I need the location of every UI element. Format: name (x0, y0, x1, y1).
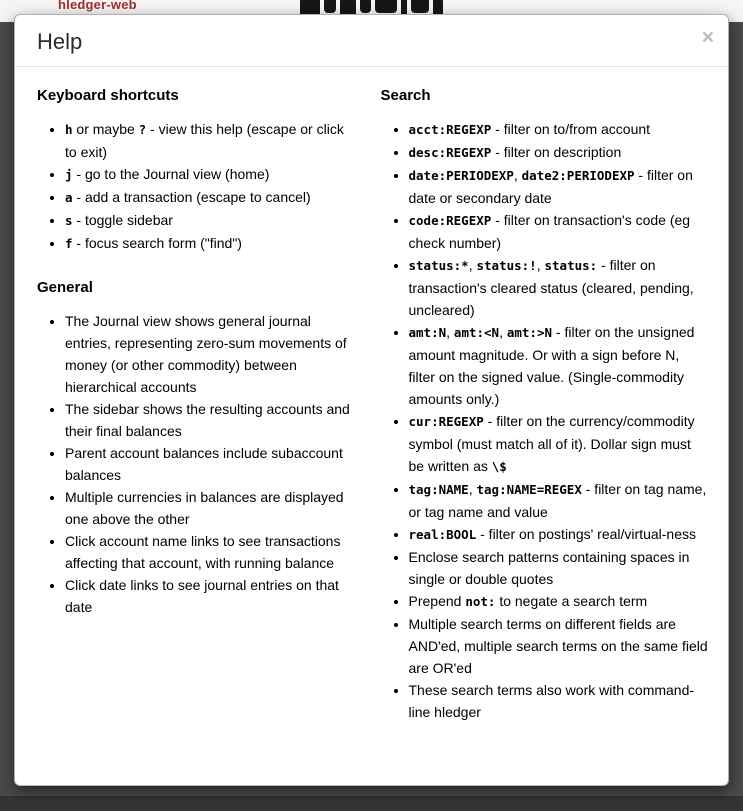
left-column (37, 87, 373, 735)
list-item: • h or maybe ? - view this help (escape or click to exit) (65, 118, 353, 163)
code-span: status: (544, 258, 598, 273)
close-icon: × (701, 26, 714, 49)
close-button[interactable] (702, 27, 714, 48)
list-item: • real:BOOL - filter on postings' real/virtual-ness (409, 523, 709, 546)
general-list (37, 310, 353, 618)
code-span: tag:NAME (408, 482, 469, 497)
list-item: • Multiple search terms on different fields are AND'ed, multiple search terms on the same field are OR'ed (409, 613, 709, 679)
list-item: • status:*, status:!, status: - filter on transaction's cleared status (cleared, pending, uncleared) (409, 254, 709, 321)
glyph-fragment (411, 0, 429, 13)
modal-title: Help (37, 29, 83, 54)
right-column (373, 87, 709, 735)
list-item: • f - focus search form ("find") (65, 232, 353, 255)
list-item: • The sidebar shows the resulting accounts and their final balances (65, 398, 353, 442)
code-span: desc:REGEXP (408, 145, 492, 160)
list-item: • a - add a transaction (escape to cancel) (65, 186, 353, 209)
list-item: • Click account name links to see transactions affecting that account, with running balance (65, 530, 353, 574)
section-heading-keyboard-shortcuts: Keyboard shortcuts (37, 87, 179, 104)
code-span: real:BOOL (408, 527, 477, 542)
list-item: • Multiple currencies in balances are displayed one above the other (65, 486, 353, 530)
code-span: status:* (408, 258, 469, 273)
list-item: • date:PERIODEXP, date2:PERIODEXP - filter on date or secondary date (409, 164, 709, 209)
glyph-fragment (324, 0, 336, 13)
code-span: status:! (476, 258, 537, 273)
list-item: • Enclose search patterns containing spaces in single or double quotes (409, 546, 709, 590)
keyboard-shortcuts-list (37, 118, 353, 255)
page-footer-strip (0, 796, 743, 811)
brand-link[interactable]: hledger-web (58, 0, 137, 12)
code-span: amt:<N (453, 325, 500, 340)
list-item: • j - go to the Journal view (home) (65, 163, 353, 186)
list-item: • desc:REGEXP - filter on description (409, 141, 709, 164)
code-span: s (65, 213, 73, 228)
code-span: f (65, 236, 73, 251)
list-item: • code:REGEXP - filter on transaction's code (eg check number) (409, 209, 709, 254)
glyph-fragment (360, 0, 371, 13)
code-span: h (65, 122, 73, 137)
list-item: • amt:N, amt:<N, amt:>N - filter on the unsigned amount magnitude. Or with a sign before N, filter on the signed value. (Single-commodity amounts only.) (409, 321, 709, 410)
glyph-fragment (375, 0, 397, 13)
code-span: acct:REGEXP (408, 122, 492, 137)
code-span: not: (465, 594, 496, 609)
help-modal (14, 14, 729, 786)
list-item: • The Journal view shows general journal entries, representing zero-sum movements of money (or other commodity) between hierarchical accounts (65, 310, 353, 398)
list-item: • Parent account balances include subaccount balances (65, 442, 353, 486)
search-list (381, 118, 709, 723)
section-heading-search: Search (380, 87, 431, 104)
code-span: date2:PERIODEXP (521, 168, 635, 183)
code-span: ? (138, 122, 147, 137)
list-item: • tag:NAME, tag:NAME=REGEX - filter on tag name, or tag name and value (409, 478, 709, 523)
list-item: • Prepend not: to negate a search term (409, 590, 709, 613)
list-item: • cur:REGEXP - filter on the currency/commodity symbol (must match all of it). Dollar sign must be written as \$ (409, 410, 709, 478)
list-item: • s - toggle sidebar (65, 209, 353, 232)
list-item: • These search terms also work with command-line hledger (409, 679, 709, 723)
code-span: tag:NAME=REGEX (476, 482, 582, 497)
code-span: amt:N (408, 325, 447, 340)
modal-header (15, 15, 728, 67)
code-span: date:PERIODEXP (408, 168, 514, 183)
list-item: • acct:REGEXP - filter on to/from account (409, 118, 709, 141)
list-item: • Click date links to see journal entries on that date (65, 574, 353, 618)
code-span: amt:>N (506, 325, 553, 340)
code-span: \$ (491, 459, 507, 474)
modal-body (15, 67, 728, 755)
code-span: code:REGEXP (408, 213, 492, 228)
section-heading-general: General (37, 279, 93, 296)
code-span: a (65, 190, 73, 205)
code-span: j (65, 167, 73, 182)
code-span: cur:REGEXP (408, 414, 484, 429)
